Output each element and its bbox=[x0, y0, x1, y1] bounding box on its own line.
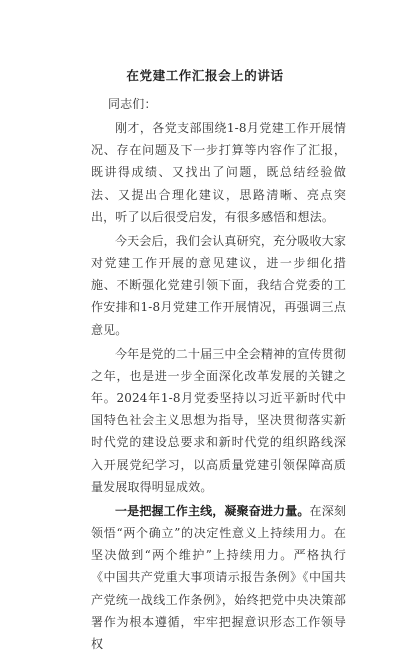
salutation: 同志们： bbox=[108, 97, 157, 111]
paragraph-2: 今天会后，我们会认真研究，充分吸收大家对党建工作开展的意见建议，进一步细化措施、不断强化党建引领下面，我结合党委的工作安排和1-8月党建工作开展情况，再强调三点意见。 bbox=[91, 233, 346, 337]
section-text: 在深刻领悟“两个确立”的决定性意义上持续用力。在坚决做到“两个维护”上持续用力。严格执行《中国共产党重大事项请示报告条例》《中国共产党统一战线工作条例》，始终把党中央决策部署作为根本遵循，牢牢把握意识形态工作领导权 bbox=[91, 503, 346, 652]
section-paragraph bbox=[91, 500, 346, 655]
paragraph-3: 今年是党的二十届三中全会精神的宣传贯彻之年，也是进一步全面深化改革发展的关键之年。2024年1-8月党委坚持以习近平新时代中国特色社会主义思想为指导，坚决贯彻落实新时代党的建设总要求和新时代党的组织路线深入开展党纪学习，以高质量党建引领保障高质量发展取得明显成效。 bbox=[91, 346, 346, 494]
document-title: 在党建工作汇报会上的讲话 bbox=[126, 68, 284, 83]
section-heading: 一是把握工作主线，凝聚奋进力量。 bbox=[115, 503, 310, 518]
document-body bbox=[91, 93, 346, 657]
paragraph-1: 刚才，各党支部围绕1-8月党建工作开展情况、存在问题及下一步打算等内容作了汇报，既讲得成绩、又找出了问题，既总结经验做法、又提出合理化建议，思路清晰、亮点突出，听了以后很受启发，有很多感悟和想法。 bbox=[91, 121, 346, 224]
